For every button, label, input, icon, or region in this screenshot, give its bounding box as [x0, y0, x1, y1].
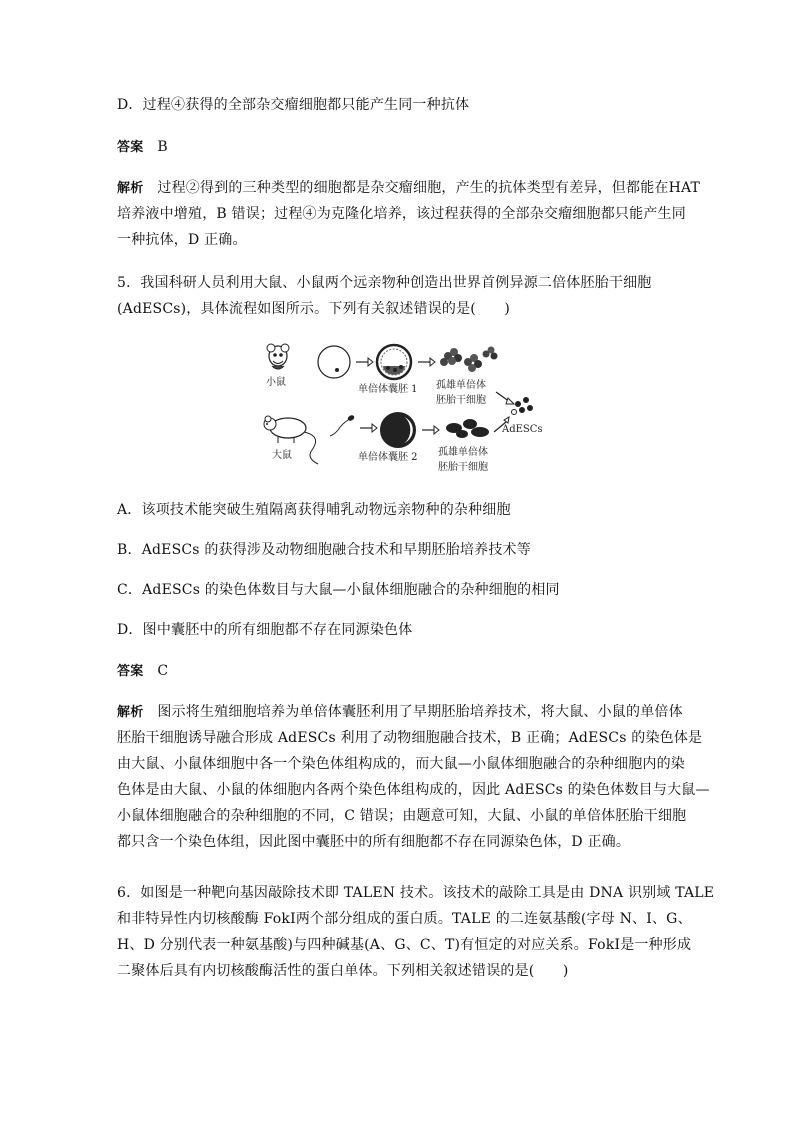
esc-2-label-line-2: 胚胎干细胞	[438, 462, 488, 473]
q6-stem-line-4: 二聚体后具有内切核酸酶活性的蛋白单体。下列相关叙述错误的是( )	[117, 963, 569, 979]
esc-clusters-1	[440, 347, 498, 373]
mouse-icon	[267, 344, 289, 369]
analysis-label: 解析	[117, 705, 144, 720]
q6-stem-line-3: H、D 分别代表一种氨基酸)与四种碱基(A、G、C、T)有恒定的对应关系。FokⅠ是一种形成	[117, 937, 692, 953]
blastocyst-1-label: 单倍体囊胚 1	[358, 384, 418, 395]
sperm-cell	[330, 414, 355, 436]
q4-analysis-line-2: 培养液中增殖，B 错误；过程④为克隆化培养，该过程获得的全部杂交瘤细胞都只能产生同	[117, 206, 686, 222]
adescs-label: AdESCs	[502, 424, 543, 435]
esc-1-label-line-1: 孤雄单倍体	[436, 380, 486, 391]
egg-cell	[318, 346, 350, 378]
q5-option-d: D．图中囊胚中的所有细胞都不存在同源染色体	[117, 622, 413, 638]
mouse-label: 小鼠	[266, 377, 286, 388]
q5-stem-line-2: (AdESCs)，具体流程如图所示。下列有关叙述错误的是( )	[117, 301, 511, 317]
blastocyst-2	[381, 413, 415, 447]
analysis-label: 解析	[117, 181, 144, 196]
q5-analysis-line-5: 小鼠体细胞融合的杂种细胞的不同，C 错误；由题意可知，大鼠、小鼠的单倍体胚胎干细胞	[117, 808, 687, 824]
blastocyst-2-label: 单倍体囊胚 2	[358, 452, 418, 463]
esc-1-label-line-2: 胚胎干细胞	[436, 395, 486, 406]
answer-label: 答案	[117, 664, 144, 679]
esc-clusters-2	[446, 419, 489, 438]
q5-answer	[117, 661, 687, 682]
q5-analysis-line-4: 色体是由大鼠、小鼠的体细胞内各两个染色体组构成的，因此 AdESCs 的染色体数目与大鼠—	[117, 782, 710, 798]
q6-stem-line-2: 和非特异性内切核酸酶 FokⅠ两个部分组成的蛋白质。TALE 的二连氨基酸(字母 N、I、G、	[117, 911, 692, 927]
q6-stem-line-1: 6．如图是一种靶向基因敲除技术即 TALEN 技术。该技术的敲除工具是由 DNA 识别域 TALE	[117, 885, 715, 901]
q5-analysis-line-3: 由大鼠、小鼠体细胞中各一个染色体组构成的，而大鼠—小鼠体细胞融合的杂种细胞内的染	[117, 756, 685, 772]
q5-analysis-line-2: 胚胎干细胞诱导融合形成 AdESCs 利用了动物细胞融合技术，B 正确；AdESCs 的染色体是	[117, 730, 703, 746]
q5-stem-line-1: 5．我国科研人员利用大鼠、小鼠两个远亲物种创造出世界首例异源二倍体胚胎干细胞	[117, 275, 652, 291]
q5-analysis-line-6: 都只含一个染色体组，因此图中囊胚中的所有细胞都不存在同源染色体，D 正确。	[117, 834, 631, 850]
answer-label: 答案	[117, 140, 144, 155]
q5-option-b: B．AdESCs 的获得涉及动物细胞融合技术和早期胚胎培养技术等	[117, 542, 531, 558]
adescs-cells	[512, 397, 534, 415]
q4-answer	[117, 137, 687, 158]
answer-value: C	[157, 663, 169, 679]
q5-analysis-line-1: 解析 图示将生殖细胞培养为单倍体囊胚利用了早期胚胎培养技术，将大鼠、小鼠的单倍体	[117, 704, 683, 720]
q4-option-d: D．过程④获得的全部杂交瘤细胞都只能产生同一种抗体	[117, 97, 470, 113]
rat-label: 大鼠	[272, 450, 292, 461]
adescs-flow-diagram	[258, 340, 558, 480]
q4-analysis-line-1: 解析 过程②得到的三种类型的细胞都是杂交瘤细胞，产生的抗体类型有差异，但都能在HAT	[117, 180, 701, 196]
blastocyst-1	[377, 345, 411, 379]
q5-option-a: A．该项技术能突破生殖隔离获得哺乳动物远亲物种的杂种细胞	[117, 502, 511, 518]
q5-option-c: C．AdESCs 的染色体数目与大鼠—小鼠体细胞融合的杂种细胞的相同	[117, 582, 560, 598]
esc-2-label-line-1: 孤雄单倍体	[438, 447, 488, 458]
answer-value: B	[157, 139, 168, 155]
q4-analysis-line-3: 一种抗体，D 正确。	[117, 232, 247, 248]
